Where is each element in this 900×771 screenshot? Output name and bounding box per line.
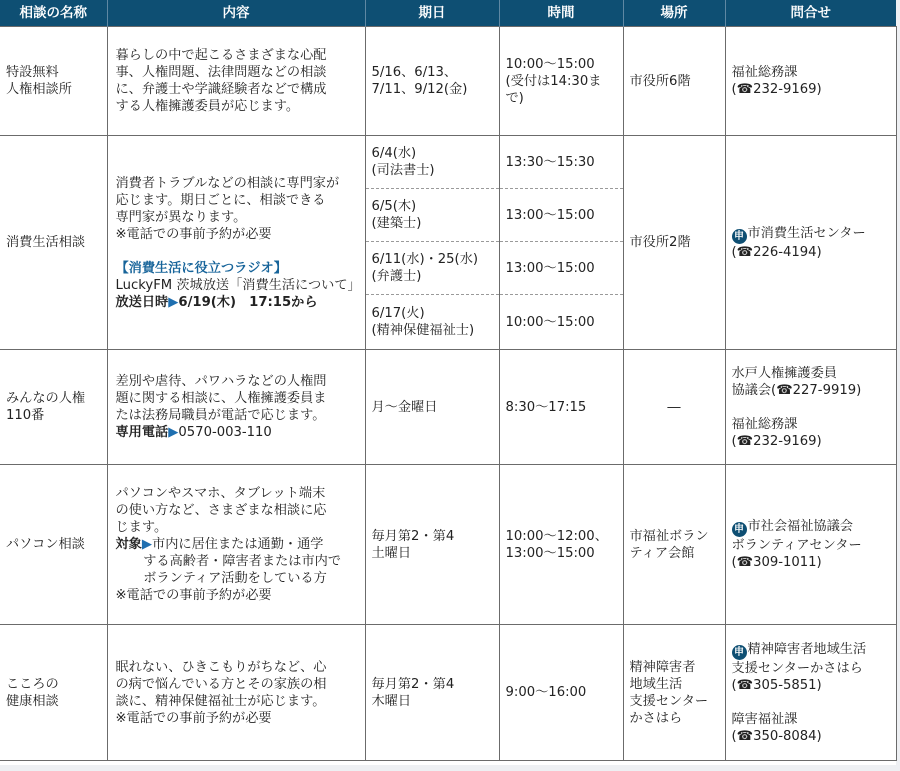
row-name: パソコン相談: [0, 465, 107, 625]
row-date: 毎月第2・第4 木曜日: [365, 625, 499, 761]
table-header-row: [0, 0, 896, 27]
row-content: 消費者トラブルなどの相談に専門家が 応じます。期日ごとに、相談できる 専門家が異なります。 ※電話での事前予約が必要 【消費生活に役立つラジオ】 LuckyFM 茨城放送「消費生活について」 放送日時▶6/19(木) 17:15から: [107, 136, 365, 350]
header-time: 時間: [499, 0, 623, 27]
row-name: 消費生活相談: [0, 136, 107, 350]
triangle-right-icon: ▶: [168, 294, 179, 310]
row-time: 10:00〜12:00、 13:00〜15:00: [499, 465, 623, 625]
triangle-right-icon: ▶: [141, 537, 153, 552]
table-row: [0, 350, 896, 465]
session-time: 10:00〜15:00: [499, 295, 623, 350]
row-name: みんなの人権 110番: [0, 350, 107, 465]
row-place: 精神障害者 地域生活 支援センター かさはら: [623, 625, 725, 761]
row-contact: 申 市消費生活センター (☎226-4194): [725, 136, 896, 350]
row-time: 10:00〜15:00 (受付は14:30まで): [499, 27, 623, 136]
row-contact: 申 市社会福祉協議会 ボランティアセンター (☎309-1011): [725, 465, 896, 625]
header-date: 期日: [365, 0, 499, 27]
radio-broadcast-time: 放送日時▶6/19(木) 17:15から: [115, 294, 318, 310]
table-row: [0, 465, 896, 625]
row-place: 市役所2階: [623, 136, 725, 350]
row-name: 特設無料 人権相談所: [0, 27, 107, 136]
header-content: 内容: [107, 0, 365, 27]
row-date: 月〜金曜日: [365, 350, 499, 465]
row-content: パソコンやスマホ、タブレット端末 の使い方など、さまざまな相談に応 じます。 対象▶市内に居住または通勤・通学 する高齢者・障害者または市内で ボランティア活動をしている方 ※電話での事前予約が必要: [107, 465, 365, 625]
row-content: 眠れない、ひきこもりがちなど、心 の病で悩んでいる方とその家族の相 談に、精神保健福祉士が応じます。 ※電話での事前予約が必要: [107, 625, 365, 761]
row-content: 暮らしの中で起こるさまざまな心配 事、人権問題、法律問題などの相談 に、弁護士や学識経験者などで構成 する人権擁護委員が応じます。: [107, 27, 365, 136]
header-contact: 問合せ: [725, 0, 896, 27]
row-content: 差別や虐待、パワハラなどの人権問 題に関する相談に、人権擁護委員ま たは法務局職員が電話で応じます。 専用電話▶0570-003-110: [107, 350, 365, 465]
session-time: 13:00〜15:00: [499, 189, 623, 242]
triangle-right-icon: ▶: [168, 425, 179, 440]
session-date: 6/5(木) (建築士): [365, 189, 499, 242]
table-row: [0, 27, 896, 136]
header-place: 場所: [623, 0, 725, 27]
session-date: 6/4(水) (司法書士): [365, 136, 499, 189]
radio-program: LuckyFM 茨城放送「消費生活について」: [115, 277, 361, 293]
row-contact: 福祉総務課 (☎232-9169): [725, 27, 896, 136]
row-time: 8:30〜17:15: [499, 350, 623, 465]
row-name: こころの 健康相談: [0, 625, 107, 761]
row-place: 市福祉ボラン ティア会館: [623, 465, 725, 625]
row-place: 市役所6階: [623, 27, 725, 136]
target-line: 対象▶市内に居住または通勤・通学: [115, 537, 324, 552]
row-date: 5/16、6/13、 7/11、9/12(金): [365, 27, 499, 136]
radio-title: 【消費生活に役立つラジオ】: [115, 260, 287, 276]
table-row: [0, 625, 896, 761]
apply-badge-icon: 申: [732, 229, 747, 244]
session-time: 13:00〜15:00: [499, 242, 623, 295]
row-place: ―: [623, 350, 725, 465]
row-date: 毎月第2・第4 土曜日: [365, 465, 499, 625]
session-date: 6/17(火) (精神保健福祉士): [365, 295, 499, 350]
apply-badge-icon: 申: [732, 645, 747, 660]
dedicated-phone: 専用電話▶0570-003-110: [115, 425, 272, 440]
table-row: [0, 136, 896, 189]
header-name: 相談の名称: [0, 0, 107, 27]
row-contact: 申 精神障害者地域生活 支援センターかさはら (☎305-5851) 障害福祉課 (☎350-8084): [725, 625, 896, 761]
row-contact: 水戸人権擁護委員 協議会(☎227-9919) 福祉総務課 (☎232-9169): [725, 350, 896, 465]
row-time: 9:00〜16:00: [499, 625, 623, 761]
session-date: 6/11(水)・25(水) (弁護士): [365, 242, 499, 295]
apply-badge-icon: 申: [732, 522, 747, 537]
session-time: 13:30〜15:30: [499, 136, 623, 189]
